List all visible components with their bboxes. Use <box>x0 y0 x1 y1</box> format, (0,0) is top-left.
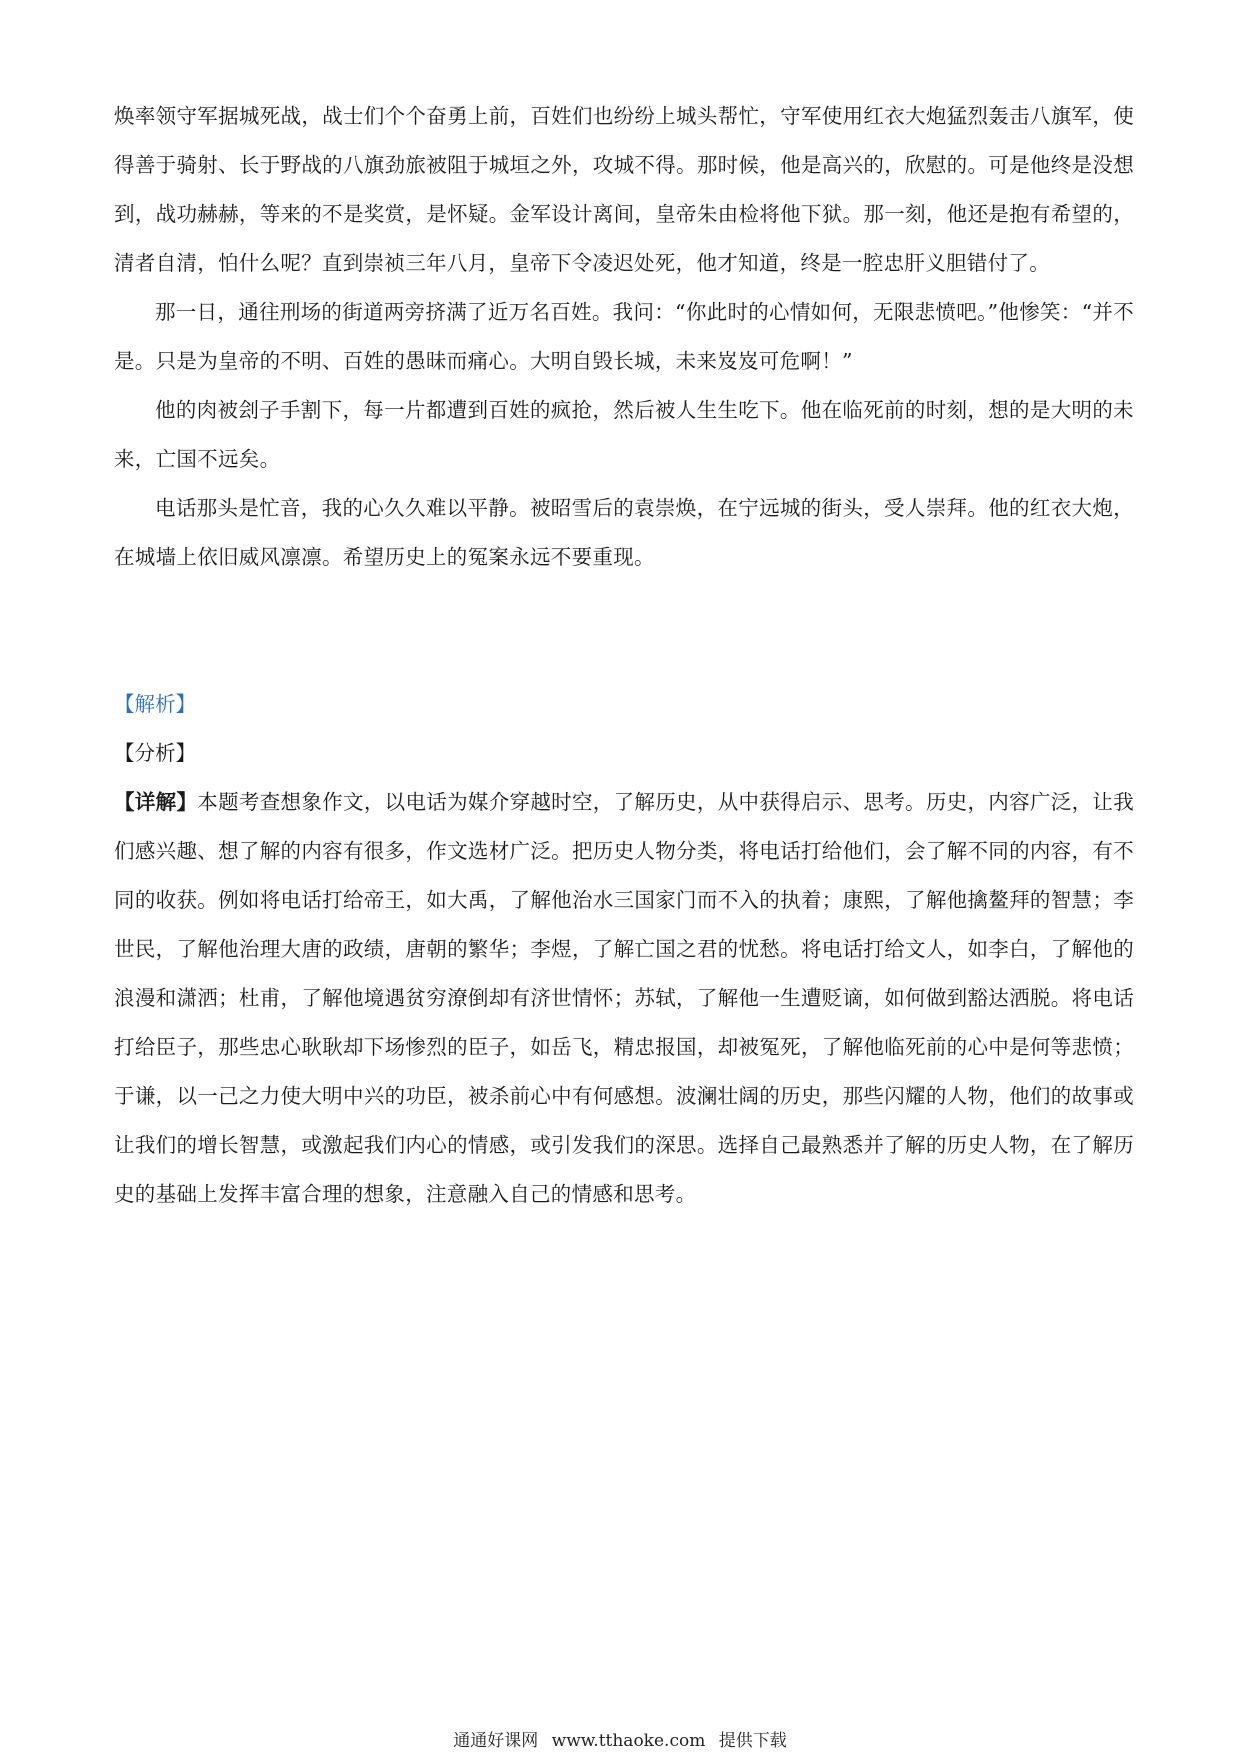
xiangjie-text: 本题考查想象作文，以电话为媒介穿越时空，了解历史，从中获得启示、思考。历史，内容广泛，让我们感兴趣、想了解的内容有很多，作文选材广泛。把历史人物分类，将电话打给他们，会了解不同的内容，有不同的收获。例如将电话打给帝王，如大禹，了解他治水三国家门而不入的执着；康熙，了解他擒鳌拜的智慧；李世民，了解他治理大唐的政绩，唐朝的繁华；李煜，了解亡国之君的忧愁。将电话打给文人，如李白，了解他的浪漫和潇洒；杜甫，了解他境遇贫穷潦倒却有济世情怀；苏轼，了解他一生遭贬谪，如何做到豁达洒脱。将电话打给臣子，那些忠心耿耿却下场惨烈的臣子，如岳飞，精忠报国，却被冤死，了解他临死前的心中是何等悲愤；于谦，以一己之力使大明中兴的功臣，被杀前心中有何感想。波澜壮阔的历史，那些闪耀的人物，他们的故事或让我们的增长智慧，或激起我们内心的情感，或引发我们的深思。选择自己最熟悉并了解的历史人物，在了解历史的基础上发挥丰富合理的想象，注意融入自己的情感和思考。 <box>114 790 1135 1206</box>
essay-paragraph-2: 那一日，通往刑场的街道两旁挤满了近万名百姓。我问：“你此时的心情如何，无限悲愤吧。”他惨笑：“并不是。只是为皇帝的不明、百姓的愚昧而痛心。大明自毁长城，未来岌岌可危啊！” <box>114 300 1134 373</box>
jiexi-label: 【解析】 <box>114 692 196 716</box>
essay-section <box>114 92 1134 582</box>
essay-paragraph-1: 焕率领守军据城死战，战士们个个奋勇上前，百姓们也纷纷上城头帮忙，守军使用红衣大炮猛烈轰击八旗军，使得善于骑射、长于野战的八旗劲旅被阻于城垣之外，攻城不得。那时候，他是高兴的，欣慰的。可是他终是没想到，战功赫赫，等来的不是奖赏，是怀疑。金军设计离间，皇帝朱由检将他下狱。那一刻，他还是抱有希望的，清者自清，怕什么呢？直到崇祯三年八月，皇帝下令凌迟处死，他才知道，终是一腔忠肝义胆错付了。 <box>114 104 1134 275</box>
footer-url[interactable]: www.tthaoke.com <box>551 1731 706 1751</box>
footer-site-name: 通通好课网 <box>453 1731 539 1751</box>
xiangjie-paragraph <box>114 778 1134 1219</box>
analysis-section <box>114 680 1134 1219</box>
essay-paragraph-4: 电话那头是忙音，我的心久久难以平静。被昭雪后的袁崇焕，在宁远城的街头，受人崇拜。他的红衣大炮，在城墙上依旧威风凛凛。希望历史上的冤案永远不要重现。 <box>114 496 1134 569</box>
footer-suffix: 提供下载 <box>718 1731 787 1751</box>
essay-paragraph-3: 他的肉被刽子手割下，每一片都遭到百姓的疯抢，然后被人生生吃下。他在临死前的时刻，想的是大明的未来，亡国不远矣。 <box>114 398 1134 471</box>
xiangjie-label: 【详解】 <box>114 790 198 814</box>
page-footer <box>0 1726 1240 1751</box>
fenxi-label: 【分析】 <box>114 741 196 765</box>
